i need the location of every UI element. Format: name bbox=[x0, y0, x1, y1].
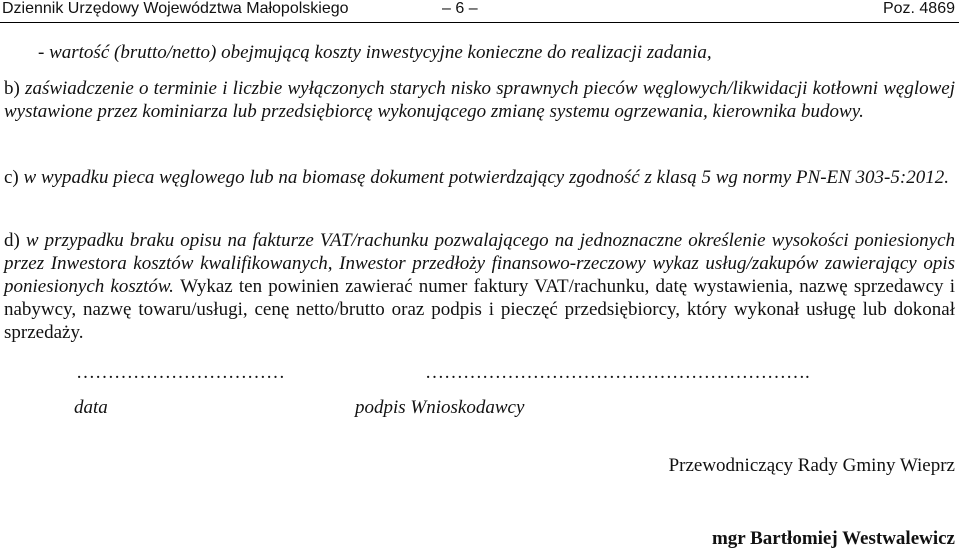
page-number: – 6 – bbox=[442, 0, 478, 17]
position-number: Poz. 4869 bbox=[882, 0, 955, 17]
item-c bbox=[4, 166, 955, 189]
item-c-text: w wypadku pieca węglowego lub na biomasę dokument potwierdzający zgodność z klasą 5 wg normy PN-EN 303-5:2012. bbox=[23, 167, 949, 188]
applicant-signature-line: ……………………………………………………. bbox=[425, 362, 810, 383]
journal-title: Dziennik Urzędowy Województwa Małopolskiego bbox=[2, 0, 349, 17]
council-chair-title: Przewodniczący Rady Gminy Wieprz bbox=[668, 455, 955, 476]
item-d-text: w przypadku braku opisu na fakturze VAT/rachunku pozwalającego na jednoznaczne określenie wysokości poniesionych przez Inwestora kosztów kwalifikowanych, Inwestor przedłoży finansowo-rzeczowy wykaz usług/zakupów zawierający opis poniesionych kosztów. bbox=[4, 230, 956, 297]
date-signature-line: …………………………… bbox=[76, 362, 285, 383]
item-b bbox=[4, 77, 955, 123]
item-dash-value: - wartość (brutto/netto) obejmującą koszty inwestycyjne konieczne do realizacji zadania, bbox=[38, 42, 712, 63]
item-c-prefix: c) bbox=[4, 167, 19, 188]
item-d bbox=[4, 229, 955, 344]
item-d-text-2: Wykaz ten powinien zawierać numer faktury VAT/rachunku, datę wystawienia, nazwę sprzedawcy i nabywcy, nazwę towaru/usługi, cenę netto/brutto oraz podpis i pieczęć przedsiębiorcy, który wykonał usługę lub dokonał sprzedaży. bbox=[4, 276, 955, 343]
item-b-prefix: b) bbox=[4, 78, 20, 99]
date-label: data bbox=[74, 397, 108, 418]
page-header bbox=[0, 0, 959, 23]
item-b-text: zaświadczenie o terminie i liczbie wyłączonych starych nisko sprawnych pieców węglowych/likwidacji kotłowni węglowej wystawione przez kominiarza lub przedsiębiorcę wykonującego zmianę systemu ogrzewania, kierownika budowy. bbox=[4, 78, 956, 122]
applicant-signature-label: podpis Wnioskodawcy bbox=[355, 397, 525, 418]
item-d-prefix: d) bbox=[4, 230, 20, 251]
council-chair-name: mgr Bartłomiej Westwalewicz bbox=[711, 528, 955, 549]
